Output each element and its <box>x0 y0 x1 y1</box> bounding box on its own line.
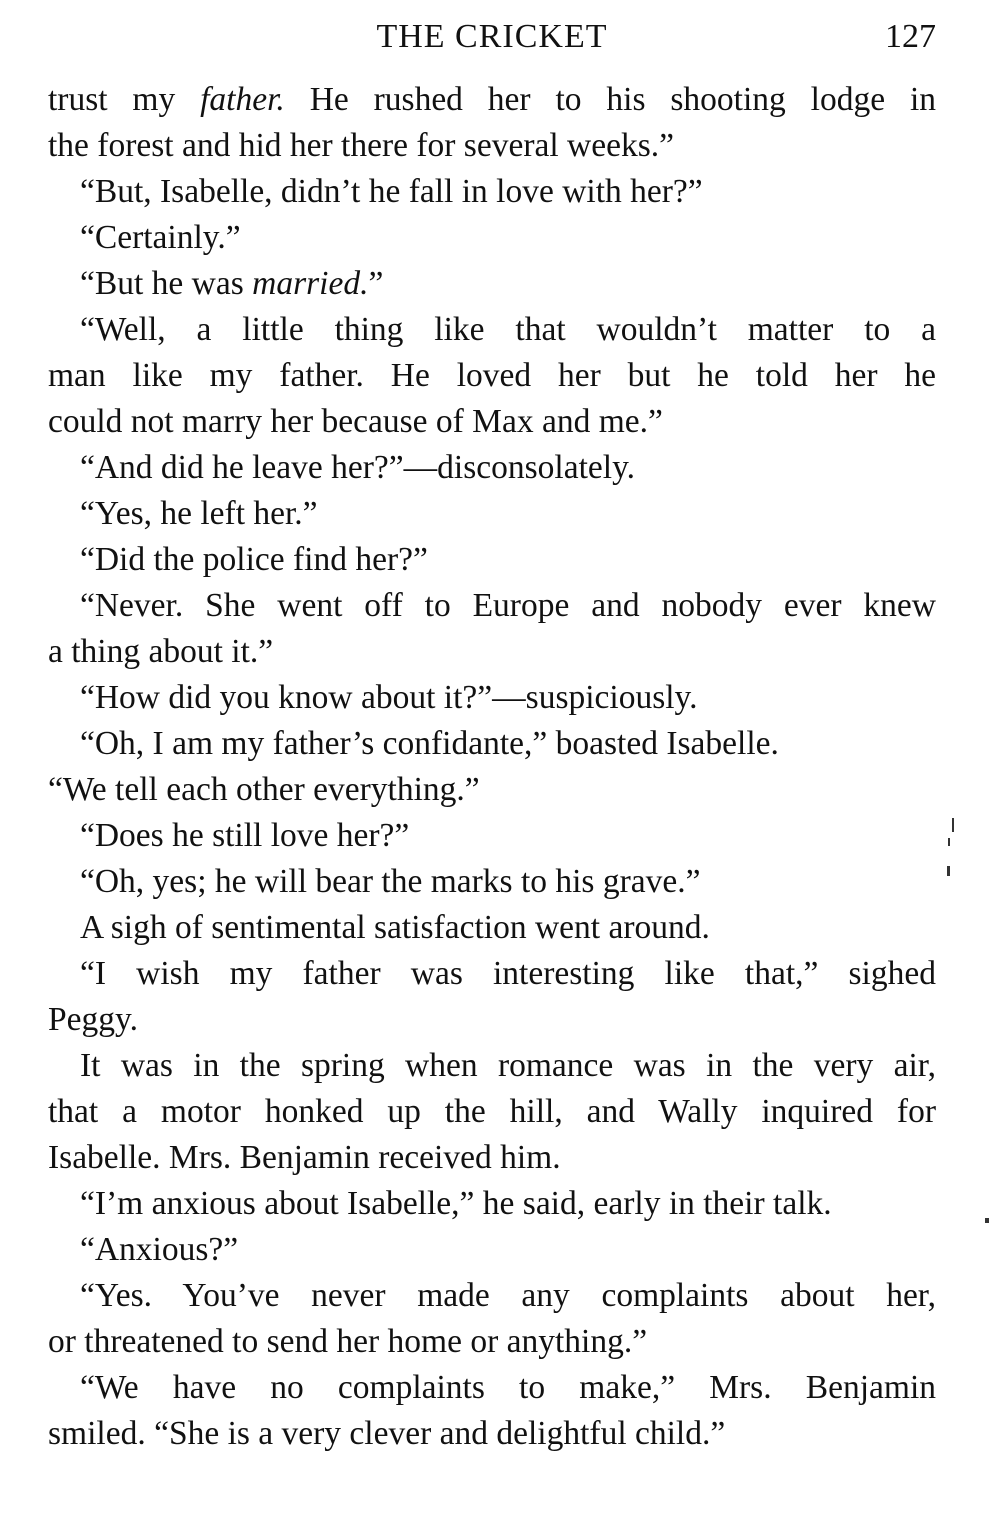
text-line: It was in the spring when romance was in the very air, <box>80 1047 936 1084</box>
scan-speck <box>947 866 950 876</box>
text-line: “Well, a little thing like that wouldn’t matter to a <box>80 311 936 348</box>
text-line: could not marry her because of Max and me.” <box>48 403 663 440</box>
text-line: Peggy. <box>48 1001 138 1038</box>
text-line: “And did he leave her?”—disconsolately. <box>80 449 636 486</box>
text-line: “Never. She went off to Europe and nobody ever knew <box>80 587 936 624</box>
text-line: Isabelle. Mrs. Benjamin received him. <box>48 1139 561 1176</box>
text-line: “Yes, he left her.” <box>80 495 318 532</box>
scan-speck <box>985 1218 989 1223</box>
text-line: “But he was married.” <box>80 265 384 302</box>
text-line: “Did the police find her?” <box>80 541 428 578</box>
text-line: “Oh, yes; he will bear the marks to his grave.” <box>80 863 701 900</box>
text-line: “Anxious?” <box>80 1231 239 1268</box>
text-line: man like my father. He loved her but he told her he <box>48 357 936 394</box>
text-line: the forest and hid her there for several weeks.” <box>48 127 674 164</box>
text-line: “I wish my father was interesting like that,” sighed <box>80 955 936 992</box>
text-line: “I’m anxious about Isabelle,” he said, early in their talk. <box>80 1185 832 1222</box>
text-line: A sigh of sentimental satisfaction went around. <box>80 909 710 946</box>
page-number: 127 <box>885 18 936 55</box>
text-line: “We tell each other everything.” <box>48 771 480 808</box>
text-line: “But, Isabelle, didn’t he fall in love with her?” <box>80 173 703 210</box>
text-line: trust my father. He rushed her to his shooting lodge in <box>48 81 936 118</box>
text-line: “Certainly.” <box>80 219 241 256</box>
scan-speck <box>948 838 950 846</box>
text-line: “How did you know about it?”—suspiciously. <box>80 679 698 716</box>
text-line: that a motor honked up the hill, and Wally inquired for <box>48 1093 936 1130</box>
text-line: “Oh, I am my father’s confidante,” boasted Isabelle. <box>80 725 779 762</box>
running-title: THE CRICKET <box>376 18 608 55</box>
text-line: “We have no complaints to make,” Mrs. Benjamin <box>80 1369 936 1406</box>
text-line: “Yes. You’ve never made any complaints about her, <box>80 1277 936 1314</box>
text-line: or threatened to send her home or anything.” <box>48 1323 648 1360</box>
text-line: smiled. “She is a very clever and delightful child.” <box>48 1415 726 1452</box>
text-line: a thing about it.” <box>48 633 274 670</box>
text-line: “Does he still love her?” <box>80 817 410 854</box>
scan-speck <box>952 818 954 832</box>
page-header <box>48 18 936 62</box>
